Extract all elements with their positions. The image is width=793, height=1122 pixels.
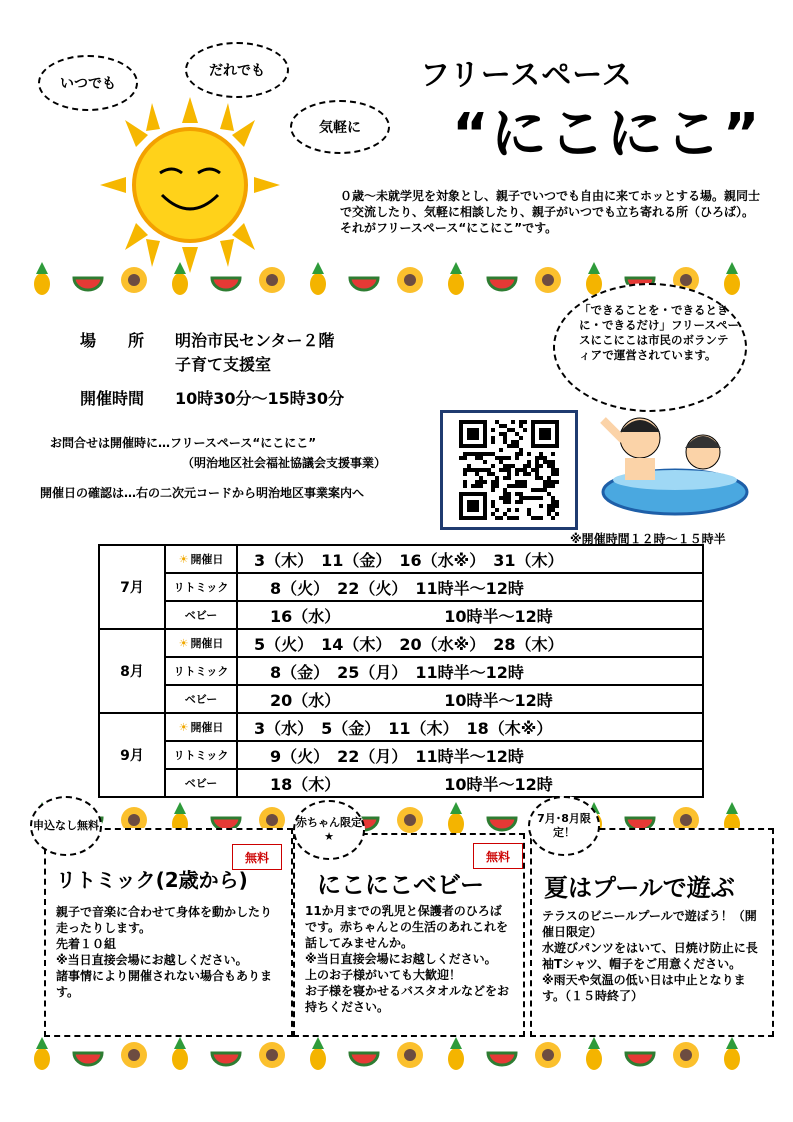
- watermelon-icon: [626, 1053, 654, 1065]
- july-august-only-tag: 7月･8月限定！: [528, 796, 600, 856]
- watermelon-icon: [212, 1053, 240, 1065]
- pineapple-icon: [724, 262, 740, 295]
- sunflower-icon: [397, 267, 423, 293]
- schedule-row: [99, 573, 703, 601]
- month-cell: 9月: [99, 713, 165, 797]
- schedule-row: [99, 629, 703, 657]
- baby-body: 11か月までの乳児と保護者のひろばです。赤ちゃんとの生活のあれこれを話してみませんか。 ※当日直接会場にお越しください。 上のお子様がいても大歓迎！ お子様を寝かせるバスタオルなどをお持ちください。: [305, 904, 510, 1014]
- pineapple-icon: [34, 262, 50, 295]
- sun-icon: ☀: [178, 553, 189, 566]
- contact-line2: （明治地区社会福祉協議会支援事業）: [182, 456, 387, 470]
- contact-line1: お問合せは開催時に…フリースペース“にこにこ”: [50, 436, 317, 450]
- qr-code-icon: [443, 413, 575, 527]
- kind-label: 開催日: [190, 721, 224, 734]
- schedule-row: [99, 741, 703, 769]
- sun-icon: ☀: [178, 721, 189, 734]
- kind-cell: [165, 741, 237, 769]
- place-line1: 明治市民センター２階: [175, 331, 335, 350]
- pineapple-icon: [448, 802, 464, 835]
- title-sub: フリースペース: [420, 58, 633, 93]
- kind-label: 開催日: [190, 637, 224, 650]
- kind-cell: [165, 573, 237, 601]
- month-cell: 8月: [99, 629, 165, 713]
- kind-cell: [165, 601, 237, 629]
- sunflower-icon: [259, 267, 285, 293]
- kind-cell: [165, 657, 237, 685]
- schedule-row: [99, 769, 703, 797]
- schedule-row: [99, 601, 703, 629]
- watermelon-icon: [488, 1053, 516, 1065]
- sunflower-icon: [673, 1042, 699, 1068]
- volunteer-speech-bubble: [553, 283, 747, 412]
- fruit-flower-pattern: [30, 1035, 770, 1075]
- kind-cell: [165, 685, 237, 713]
- bubble-casual: 気軽に: [290, 100, 390, 154]
- place-label: 場 所: [80, 331, 145, 350]
- kind-label: ベビー: [184, 777, 218, 790]
- bubble-anytime: いつでも: [38, 55, 138, 111]
- kind-cell: [165, 713, 237, 741]
- watermelon-icon: [74, 278, 102, 290]
- watermelon-icon: [488, 818, 516, 830]
- place-line2: 子育て支援室: [175, 355, 272, 374]
- time-label: 開催時間: [80, 389, 145, 408]
- pineapple-icon: [586, 1037, 602, 1070]
- dates-cell: 8（火） 22（火） 11時半～12時: [237, 573, 703, 601]
- schedule-row: [99, 545, 703, 573]
- rhythmic-box: [44, 828, 293, 1037]
- dates-cell: 3（木） 11（金） 16（水※） 31（木）: [237, 545, 703, 573]
- sunflower-icon: [397, 807, 423, 833]
- schedule-note: ※開催時間１２時～１５時半: [570, 532, 726, 546]
- schedule-table: [98, 544, 704, 798]
- watermelon-icon: [350, 278, 378, 290]
- free-tag: 無料: [232, 844, 282, 870]
- sunflower-icon: [535, 1042, 561, 1068]
- kind-label: リトミック: [173, 665, 229, 678]
- baby-box: [293, 833, 525, 1037]
- sun-illustration: [90, 95, 290, 275]
- schedule-row: [99, 657, 703, 685]
- pineapple-icon: [172, 1037, 188, 1070]
- dates-cell: 5（火） 14（木） 20（水※） 28（木）: [237, 629, 703, 657]
- pool-kids-illustration: [595, 400, 755, 520]
- free-tag: 無料: [473, 843, 523, 869]
- dates-cell: 20（水） 10時半～12時: [237, 685, 703, 713]
- sunflower-icon: [535, 267, 561, 293]
- pineapple-icon: [586, 262, 602, 295]
- intro-text: ０歳～未就学児を対象とし、親子でいつでも自由に来てホッとする場。親同士で交流したり、気軽に相談したり、親子がいつでも立ち寄れる所（ひろば）。それがフリースペース“にこにこ”です。: [340, 189, 761, 235]
- speech-text: 「できることを・できるときに・できるだけ」フリースペースにこにこは市民のボランティアで運営されています。: [579, 303, 739, 362]
- schedule-row: [99, 685, 703, 713]
- pineapple-icon: [448, 262, 464, 295]
- sunflower-icon: [121, 267, 147, 293]
- sunflower-icon: [259, 1042, 285, 1068]
- time-value: 10時30分～15時30分: [175, 389, 345, 408]
- pool-body: テラスのビニールプールで遊ぼう！（開催日限定） 水遊びパンツをはいて、日焼け防止に長袖Tシャツ、帽子をご用意ください。 ※雨天や気温の低い日は中止となります。（１５時終了）: [542, 909, 758, 1003]
- watermelon-icon: [488, 278, 516, 290]
- baby-only-tag: 赤ちゃん限定★: [293, 800, 365, 860]
- pineapple-icon: [310, 1037, 326, 1070]
- confirm-text: 開催日の確認は…右の二次元コードから明治地区事業案内へ: [40, 486, 365, 500]
- kind-label: ベビー: [184, 693, 218, 706]
- qr-code[interactable]: [440, 410, 578, 530]
- pool-title: 夏はプールで遊ぶ: [544, 874, 735, 902]
- pineapple-icon: [448, 1037, 464, 1070]
- kind-label: ベビー: [184, 609, 218, 622]
- baby-title: にこにこベビー: [317, 871, 485, 899]
- dates-cell: 18（木） 10時半～12時: [237, 769, 703, 797]
- pineapple-icon: [310, 262, 326, 295]
- month-cell: 7月: [99, 545, 165, 629]
- watermelon-icon: [74, 1053, 102, 1065]
- sunflower-icon: [121, 1042, 147, 1068]
- rhythmic-body: 親子で音楽に合わせて身体を動かしたり走ったりします。 先着１０組 ※当日直接会場にお越しください。 諸事情により開催されない場合もあります。: [56, 905, 273, 999]
- rhythmic-title: リトミック(2歳から): [56, 868, 248, 892]
- sun-icon: ☀: [178, 637, 189, 650]
- kind-label: リトミック: [173, 749, 229, 762]
- bubble-anyone: だれでも: [185, 42, 289, 98]
- kind-cell: [165, 545, 237, 573]
- pineapple-icon: [34, 1037, 50, 1070]
- pineapple-icon: [724, 1037, 740, 1070]
- dates-cell: 16（水） 10時半～12時: [237, 601, 703, 629]
- dates-cell: 3（水） 5（金） 11（木） 18（木※）: [237, 713, 703, 741]
- title-main: “にこにこ”: [452, 102, 762, 167]
- no-application-free-tag: 申込なし無料: [30, 796, 102, 856]
- pool-box: [530, 828, 774, 1037]
- watermelon-icon: [350, 1053, 378, 1065]
- kind-label: リトミック: [173, 581, 229, 594]
- dates-cell: 8（金） 25（月） 11時半～12時: [237, 657, 703, 685]
- watermelon-icon: [212, 278, 240, 290]
- pineapple-icon: [172, 262, 188, 295]
- kind-cell: [165, 629, 237, 657]
- kind-label: 開催日: [190, 553, 224, 566]
- kind-cell: [165, 769, 237, 797]
- dates-cell: 9（火） 22（月） 11時半～12時: [237, 741, 703, 769]
- sunflower-icon: [397, 1042, 423, 1068]
- schedule-row: [99, 713, 703, 741]
- decoration-row-bottom: [30, 1035, 770, 1075]
